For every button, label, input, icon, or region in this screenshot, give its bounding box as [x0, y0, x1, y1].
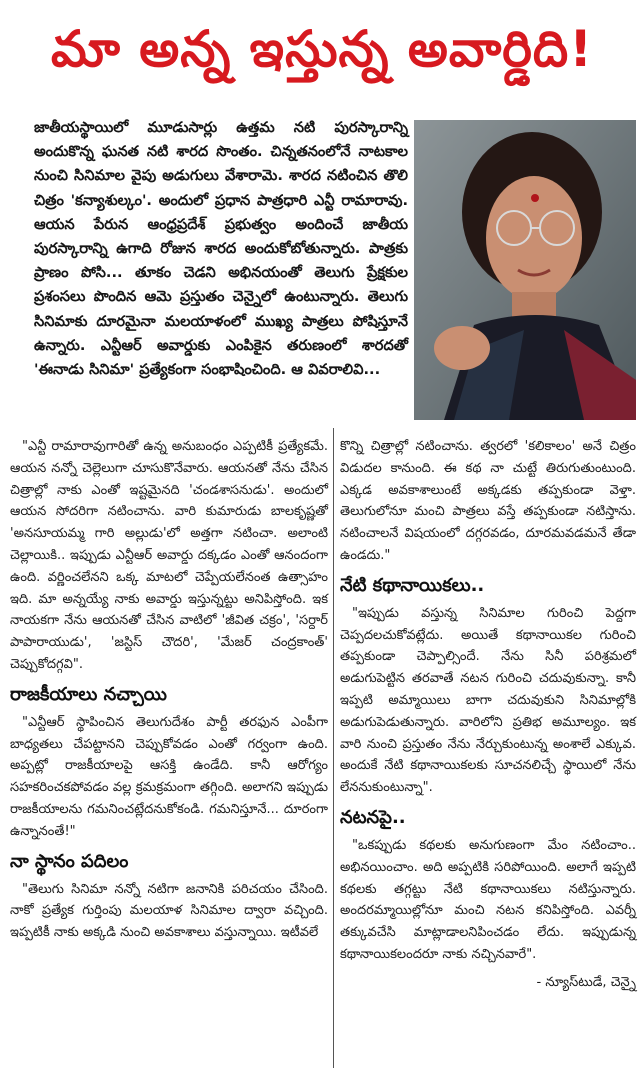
- headline-text: మా అన్న ఇస్తున్న అవార్డిది!: [50, 19, 594, 78]
- right-paragraph-3: "ఒకప్పుడు కథలకు అనుగుణంగా మేం నటించాం.. అభినయించాం. అది అప్పటికి సరిపోయింది. అలాగే ఇప్పటి కథలకు తగ్గట్టు నేటి కథానాయికలు నటిస్తున్నారు. అందరమ్మాయిల్లోనూ మంచి నటన కనిపిస్తోంది. ఎవర్నీ తక్కువచేసి మాట్లాడాలనిపించడం లేదు. ఇప్పుడున్న కథానాయికలందరూ నాకు నచ్చినవారే".: [340, 837, 636, 962]
- right-paragraph-2: "ఇప్పుడు వస్తున్న సినిమాల గురించి పెద్దగా చెప్పదలచుకోవట్లేదు. అయితే కథానాయికల గురించి తప్పకుండా చెప్పాల్సిందే. నేను సినీ పరిశ్రమలో అడుగుపెట్టిన తరవాతే నటన గురించి చదువుకున్నా. కానీ ఇప్పటి అమ్మాయిలు బాగా చదువుకుని సినిమాల్లోకి అడుగుపెడుతున్నారు. వారిలోని ప్రతిభ అమూల్యం. ఇక వారి నుంచి ప్రస్తుతం నేను నేర్చుకుంటున్న అంశాలే ఎక్కువ. అందుకే నేటి కథానాయికలకు సూచనలిచ్చే స్థాయిలో నేను లేననుకుంటున్నా".: [340, 605, 636, 796]
- subhead-heroines: నేటి కథానాయికలు..: [340, 574, 485, 596]
- subhead-politics: రాజకీయాలు నచ్చాయి: [10, 683, 167, 705]
- right-column: [340, 436, 636, 1068]
- byline: - న్యూస్‌టుడే, చెన్నై: [536, 974, 636, 990]
- portrait-illustration: [414, 120, 636, 420]
- subhead-my-place: నా స్థానం పదిలం: [10, 850, 129, 872]
- column-divider: [333, 428, 334, 1068]
- left-paragraph-1: "ఎన్టీ రామారావుగారితో ఉన్న అనుబంధం ఎప్పటికీ ప్రత్యేకమే. ఆయన నన్నో చెల్లెలుగా చూసుకొనేవారు. ఆయనతో నేను చేసిన చిత్రాల్లో నాకు ఎంతో ఇష్టమైనది 'చండశాసనుడు'. అందులో ఆయన సోదరిగా నటించాను. వారి కుమారుడు బాలకృష్ణతో 'అనసూయమ్మ గారి అల్లుడు'లో అత్తగా నటించా. అలాంటి చెల్లాయికి.. ఇప్పుడు ఎన్టీఆర్ అవార్డు దక్కడం ఎంతో ఆనందంగా ఉంది. వర్ణించలేనని ఒక్క మాటలో చెప్పేయలేనంత ఉత్సాహం ఇది. మా అన్నయ్యే నాకు అవార్డు ఇస్తున్నట్టు అనిపిస్తోంది. ఇక నాయకగా నేను ఆయనతో చేసిన వాటిలో 'జీవిత చక్రం', 'సర్దార్ పాపారాయుడు', 'జస్టిస్ చౌదరి', 'మేజర్ చంద్రకాంత్' చెప్పుకోదగ్గవి".: [10, 439, 328, 672]
- left-column: [10, 436, 328, 1068]
- left-paragraph-2: "ఎన్టీఆర్ స్థాపించిన తెలుగుదేశం పార్టీ తరఫున ఎంపీగా బాధ్యతలు చేపట్టానని చెప్పుకోవడం ఎంతో గర్వంగా ఉంది. అప్పట్లో రాజకీయాలపై ఆసక్తి ఉండేది. కానీ ఆరోగ్యం సహకరించకపోవడం వల్ల క్రమక్రమంగా తగ్గింది. అలాగని ఇప్పుడు రాజకీయాలను గమనించట్లేదనుకోకండి. గమనిస్తూనే... దూరంగా ఉన్నానంతే!": [10, 714, 328, 839]
- intro-paragraph: జాతీయస్థాయిలో మూడుసార్లు ఉత్తమ నటి పురస్కారాన్ని అందుకొన్న ఘనత నటి శారద సొంతం. చిన్నతనంలోనే నాటకాల నుంచి సినిమాల వైపు అడుగులు వేశారామె. శారద నటించిన తొలి చిత్రం 'కన్యాశుల్కం'. అందులో ప్రధాన పాత్రధారి ఎన్టీ రామారావు. ఆయన పేరున ఆంధ్రప్రదేశ్ ప్రభుత్వం అందించే జాతీయ పురస్కారాన్ని ఉగాది రోజున శారద అందుకోబోతున్నారు. పాత్రకు ప్రాణం పోసి... తూకం చెడని అభినయంతో తెలుగు ప్రేక్షకుల ప్రశంసలు పొందిన ఆమె ప్రస్తుతం చెన్నైలో ఉంటున్నారు. తెలుగు సినిమాకు దూరమైనా మలయాళంలో ముఖ్య పాత్రలు పోషిస్తూనే ఉన్నారు. ఎన్టీఆర్ అవార్డుకు ఎంపికైన తరుణంలో శారదతో 'ఈనాడు సినిమా' ప్రత్యేకంగా సంభాషించింది. ఆ వివరాలివి...: [34, 119, 408, 379]
- right-paragraph-1: కొన్ని చిత్రాల్లో నటించాను. త్వరలో 'కలికాలం' అనే చిత్రం విడుదల కానుంది. ఈ కథ నా చుట్టే తిరుగుతుంటుంది. ఎక్కడ అవకాశాలుంటే అక్కడకు తప్పకుండా వెళ్తా. తెలుగులోనూ మంచి పాత్రలు వస్తే తప్పకుండా నటిస్తాను. నటించాలనే విషయంలో దగ్గరవడం, దూరమవడమనే తేడా ఉండదు.": [340, 439, 636, 563]
- subhead-acting: నటనపై..: [340, 806, 406, 828]
- headline: [0, 0, 644, 110]
- portrait-photo: [414, 120, 636, 420]
- left-paragraph-3: "తెలుగు సినిమా నన్నో నటిగా జనానికి పరిచయం చేసింది. నాకో ప్రత్యేక గుర్తింపు మలయాళ సినిమాల ద్వారా వచ్చింది. ఇప్పటికీ నాకు అక్కడి నుంచి అవకాశాలు వస్తున్నాయి. ఇటీవలే: [10, 881, 328, 941]
